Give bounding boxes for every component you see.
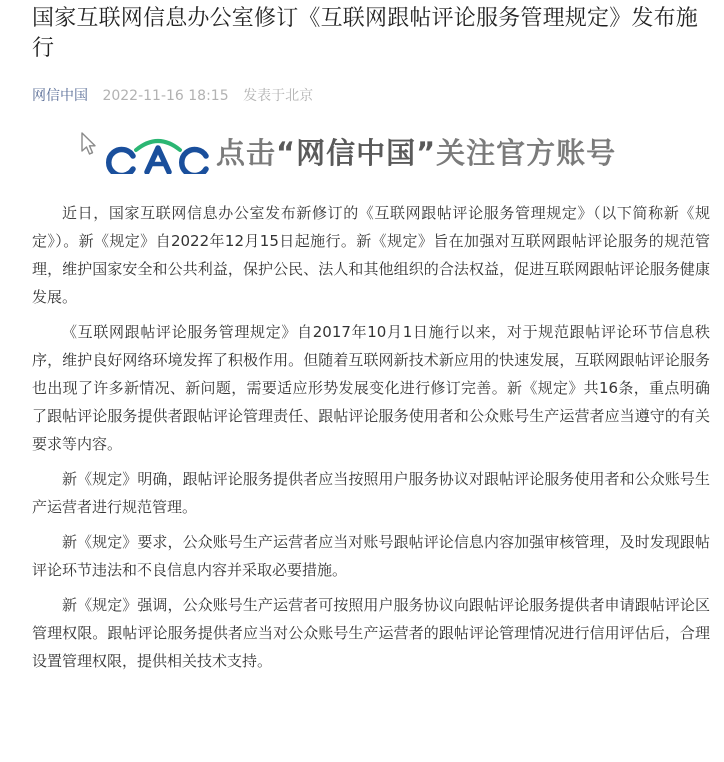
article-paragraph: 新《规定》要求，公众账号生产运营者应当对账号跟帖评论信息内容加强审核管理，及时发现跟帖评论环节违法和不良信息内容并采取必要措施。 xyxy=(32,533,710,579)
account-name-link[interactable]: 网信中国 xyxy=(32,88,88,104)
article-body xyxy=(32,199,710,675)
follow-banner[interactable] xyxy=(80,130,680,178)
article-paragraph: 《互联网跟帖评论服务管理规定》自2017年10月1日施行以来，对于规范跟帖评论环节信息秩序，维护良好网络环境发挥了积极作用。但随着互联网新技术新应用的快速发展，互联网跟帖评论服务也出现了许多新情况、新问题，需要适应形势发展变化进行修订完善。新《规定》共16条，重点明确了跟帖评论服务提供者跟帖评论管理责任、跟帖评论服务使用者和公众账号生产运营者应当遵守的有关要求等内容。 xyxy=(32,323,710,453)
slogan-suffix: 关注官方账号 xyxy=(436,136,617,170)
article-meta xyxy=(32,86,710,106)
article-title: 国家互联网信息办公室修订《互联网跟帖评论服务管理规定》发布施行 xyxy=(32,6,699,61)
slogan-account-name: “网信中国” xyxy=(276,136,437,170)
slogan-prefix: 点击 xyxy=(216,136,277,170)
publish-location: 发表于北京 xyxy=(243,88,314,104)
pointer-cursor-icon xyxy=(80,132,98,156)
publish-time: 2022-11-16 18:15 xyxy=(102,88,229,104)
article-paragraph: 新《规定》强调，公众账号生产运营者可按照用户服务协议向跟帖评论服务提供者申请跟帖评论区管理权限。跟帖评论服务提供者应当对公众账号生产运营者的跟帖评论管理情况进行信用评估后，合理设置管理权限，提供相关技术支持。 xyxy=(32,596,710,670)
article-paragraph: 近日，国家互联网信息办公室发布新修订的《互联网跟帖评论服务管理规定》（以下简称新《规定》）。新《规定》自2022年12月15日起施行。新《规定》旨在加强对互联网跟帖评论服务的规范管理，维护国家安全和公共利益，保护公民、法人和其他组织的合法权益，促进互联网跟帖评论服务健康发展。 xyxy=(32,204,710,306)
follow-slogan xyxy=(216,133,616,173)
article-paragraph: 新《规定》明确，跟帖评论服务提供者应当按照用户服务协议对跟帖评论服务使用者和公众账号生产运营者进行规范管理。 xyxy=(32,470,710,516)
cac-logo xyxy=(102,134,214,174)
